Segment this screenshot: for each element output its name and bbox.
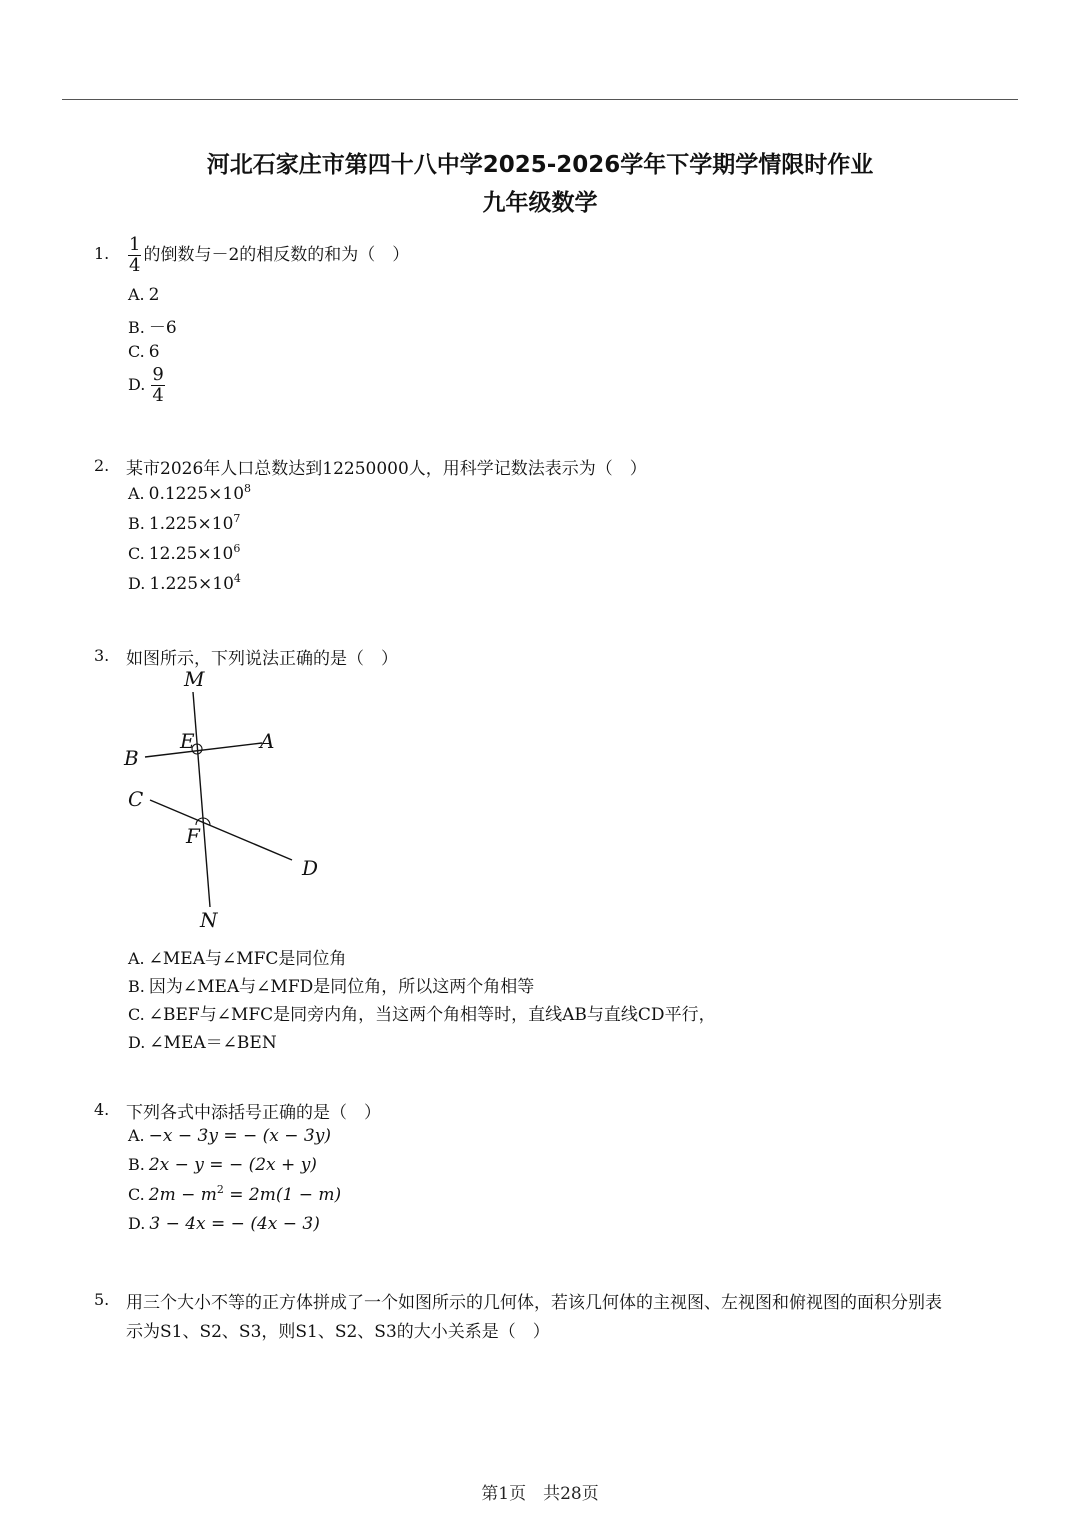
fraction: $\frac{1}{4}$ (129, 234, 141, 276)
question-number: 2. (94, 456, 110, 475)
label-a: A (260, 729, 275, 753)
option-a: A. 2 (128, 285, 160, 305)
label-b: B (124, 746, 139, 770)
option-b: B. $1.225\times 10^7$ (128, 512, 241, 534)
option-d: D. 3 − 4x = − (4x − 3) (128, 1214, 320, 1234)
question-3-text: 如图所示，下列说法正确的是（ ） (126, 649, 398, 669)
option-b: B. 因为∠MEA与∠MFD是同位角，所以这两个角相等 (128, 977, 535, 997)
page-footer: 第1页 共28页 (481, 1484, 599, 1504)
option-a: A. −x − 3y = − (x − 3y) (128, 1126, 331, 1146)
question-4-text: 下列各式中添括号正确的是（ ） (126, 1103, 381, 1123)
question-number: 1. (94, 244, 110, 263)
option-b: B. 2x − y = − (2x + y) (128, 1155, 317, 1175)
question-number: 4. (94, 1100, 110, 1119)
line-cd (150, 800, 292, 860)
label-e: E (180, 729, 195, 753)
option-b: B. －6 (128, 318, 177, 338)
question-number: 3. (94, 646, 110, 665)
header-rule (62, 99, 1018, 100)
exam-title: 河北石家庄市第四十八中学2025-2026学年下学期学情限时作业 (206, 152, 874, 178)
question-5-text-line2: 示为S1、S2、S3，则S1、S2、S3的大小关系是（ ） (126, 1322, 550, 1342)
option-a: A. ∠MEA与∠MFC是同位角 (128, 949, 347, 969)
option-c: C. 6 (128, 342, 160, 362)
line-ab (145, 743, 262, 757)
geometry-figure (110, 665, 350, 935)
question-number: 5. (94, 1290, 110, 1309)
option-d: D. $\frac{9}{4}$ (128, 364, 164, 406)
option-d: D. $1.225\times 10^4$ (128, 572, 241, 594)
option-a: A. $0.1225\times 10^8$ (128, 482, 252, 504)
label-n: N (200, 908, 218, 932)
label-d: D (302, 856, 319, 880)
question-1-text: $\frac{1}{4}$ 的倒数与－2的相反数的和为（ ） (129, 234, 410, 276)
question-2-text: 某市2026年人口总数达到12250000人，用科学记数法表示为（ ） (126, 459, 647, 479)
line-mn (193, 692, 210, 907)
label-m: M (184, 667, 205, 691)
question-5-text-line1: 用三个大小不等的正方体拼成了一个如图所示的几何体，若该几何体的主视图、左视图和俯视图的面积分别表 (126, 1293, 942, 1313)
option-d: D. ∠MEA＝∠BEN (128, 1033, 277, 1053)
option-c: C. ∠BEF与∠MFC是同旁内角，当这两个角相等时，直线AB与直线CD平行， (128, 1005, 716, 1025)
label-f: F (186, 824, 200, 848)
option-c: C. $12.25\times 10^6$ (128, 542, 241, 564)
option-c: C. $2m - m^2 = 2m(1 - m)$ (128, 1183, 342, 1205)
exam-subtitle: 九年级数学 (482, 190, 598, 216)
fraction: $\frac{9}{4}$ (152, 364, 164, 406)
label-c: C (128, 787, 144, 811)
